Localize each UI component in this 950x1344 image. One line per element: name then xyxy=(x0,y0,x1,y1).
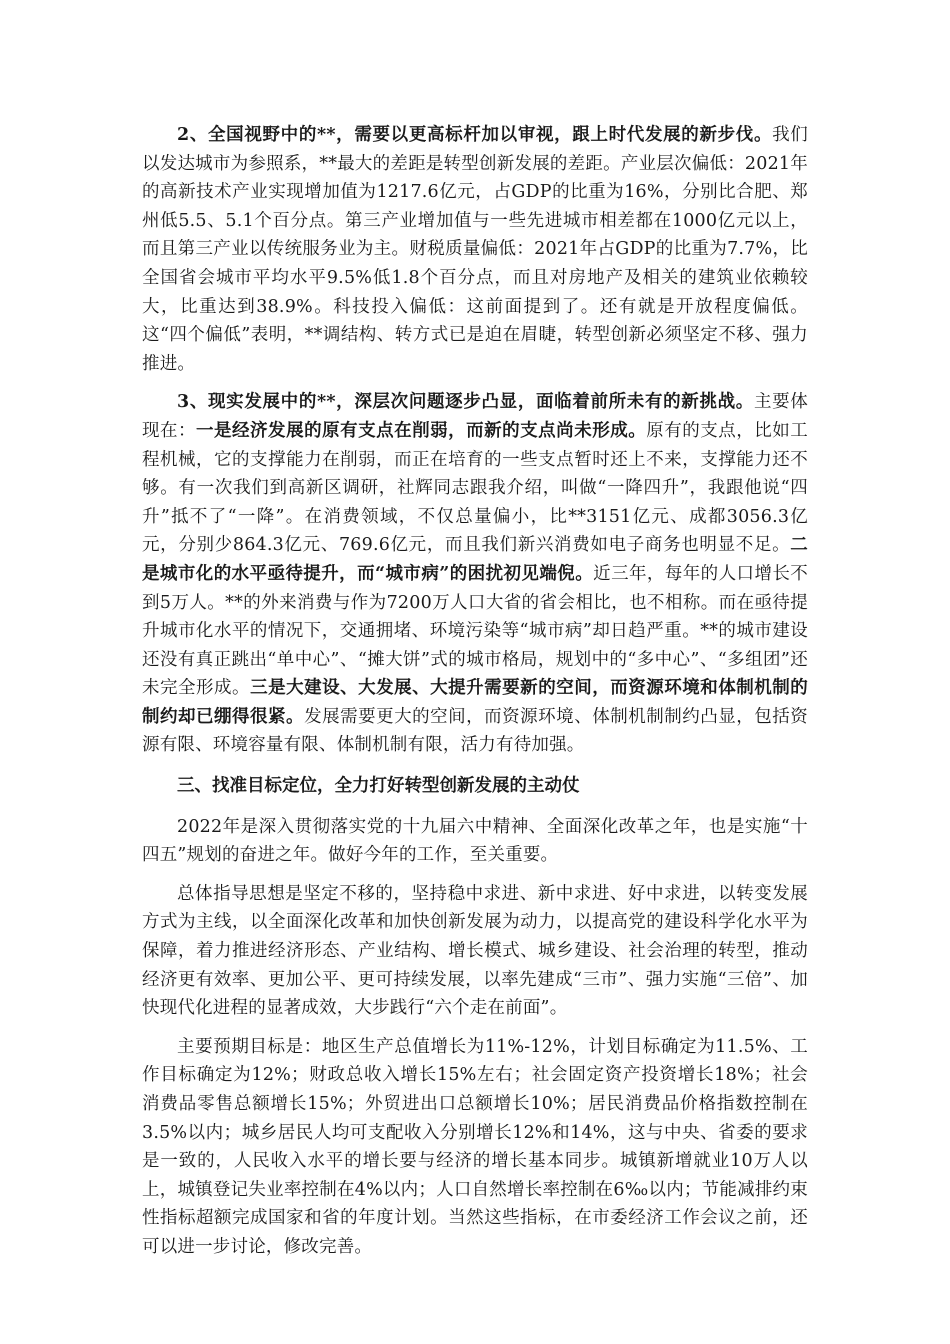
point-one-text: 原有的支点，比如工程机械，它的支撑能力在削弱，而正在培育的一些支点暂时还上不来，支撑能力还不够。有一次我们到高新区调研，社辉同志跟我介绍，叫做“一降四升”，我跟他说“四升”抵不了“一降”。在消费领域，不仅总量偏小，比**3151亿元、成都3056.3亿元，分别少864.3亿元、769.6亿元，而且我们新兴消费如电子商务也明显不足。 xyxy=(142,420,808,556)
point-two-text: 近三年，每年的人口增长不到5万人。**的外来消费与作为7200万人口大省的省会相比，也不相称。而在亟待提升城市化水平的情况下，交通拥堵、环境污染等“城市病”却日趋严重。**的城市建设还没有真正跳出“单中心”、“摊大饼”式的城市格局，规划中的“多中心”、“多组团”还未完全形成。 xyxy=(142,563,808,699)
paragraph-expected-targets: 主要预期目标是：地区生产总值增长为11%-12%，计划目标确定为11.5%、工作目标确定为12%；财政总收入增长15%左右；社会固定资产投资增长18%；社会消费品零售总额增长15%；外贸进出口总额增长10%；居民消费品价格指数控制在3.5%以内；城乡居民人均可支配收入分别增长12%和14%，这与中央、省委的要求是一致的，人民收入水平的增长要与经济的增长基本同步。城镇新增就业10万人以上，城镇登记失业率控制在4%以内；人口自然增长率控制在6‰以内；节能减排约束性指标超额完成国家和省的年度计划。当然这些指标，在市委经济工作会议之前，还可以进一步讨论，修改完善。 xyxy=(142,1036,808,1257)
subsection-title-reality: 3、现实发展中的**，深层次问题逐步凸显，面临着前所未有的新挑战。 xyxy=(177,392,754,413)
paragraph-reality-challenges xyxy=(142,388,808,760)
subsection-title-national: 2、全国视野中的**，需要以更高标杆加以审视，跟上时代发展的新步伐。 xyxy=(177,125,773,145)
paragraph-text: 我们以发达城市为参照系，**最大的差距是转型创新发展的差距。产业层次偏低：2021年的高新技术产业实现增加值为1217.6亿元，占GDP的比重为16%，分别比合肥、郑州低5.5、5.1个百分点。第三产业增加值与一些先进城市相差都在1000亿元以上，而且第三产业以传统服务业为主。财税质量偏低：2021年占GDP的比重为7.7%，比全国省会城市平均水平9.5%低1.8个百分点，而且对房地产及相关的建筑业依赖较大，比重达到38.9%。科技投入偏低：这前面提到了。还有就是开放程度偏低。这“四个偏低”表明，**调结构、转方式已是迫在眉睫，转型创新必须坚定不移、强力推进。 xyxy=(142,125,808,374)
point-one: 一是经济发展的原有支点在削弱，而新的支点尚未形成。 xyxy=(196,420,647,441)
paragraph-national-perspective xyxy=(142,121,808,378)
paragraph-year-2022: 2022年是深入贯彻落实党的十九届六中精神、全面深化改革之年，也是实施“十四五”规划的奋进之年。做好今年的工作，至关重要。 xyxy=(142,816,808,866)
point-two: 二是城市化的水平亟待提升，而“城市病”的困扰初见端倪。 xyxy=(142,535,808,584)
point-three-text: 发展需要更大的空间，而资源环境、体制机制制约凸显，包括资源有限、环境容量有限、体制机制有限，活力有待加强。 xyxy=(142,706,808,756)
paragraph-guiding-thought: 总体指导思想是坚定不移的，坚持稳中求进、新中求进、好中求进，以转变发展方式为主线，以全面深化改革和加快创新发展为动力，以提高党的建设科学化水平为保障，着力推进经济形态、产业结构、增长模式、城乡建设、社会治理的转型，推动经济更有效率、更加公平、更可持续发展，以率先建成“三市”、强力实施“三倍”、加快现代化进程的显著成效，大步践行“六个走在前面”。 xyxy=(142,883,808,1019)
paragraph-text: 主要体现在： xyxy=(142,392,808,441)
section-heading-three: 三、找准目标定位，全力打好转型创新发展的主动仗 xyxy=(177,776,580,797)
point-three: 三是大建设、大发展、大提升需要新的空间，而资源环境和体制机制的制约却已绷得很紧。 xyxy=(142,678,809,727)
